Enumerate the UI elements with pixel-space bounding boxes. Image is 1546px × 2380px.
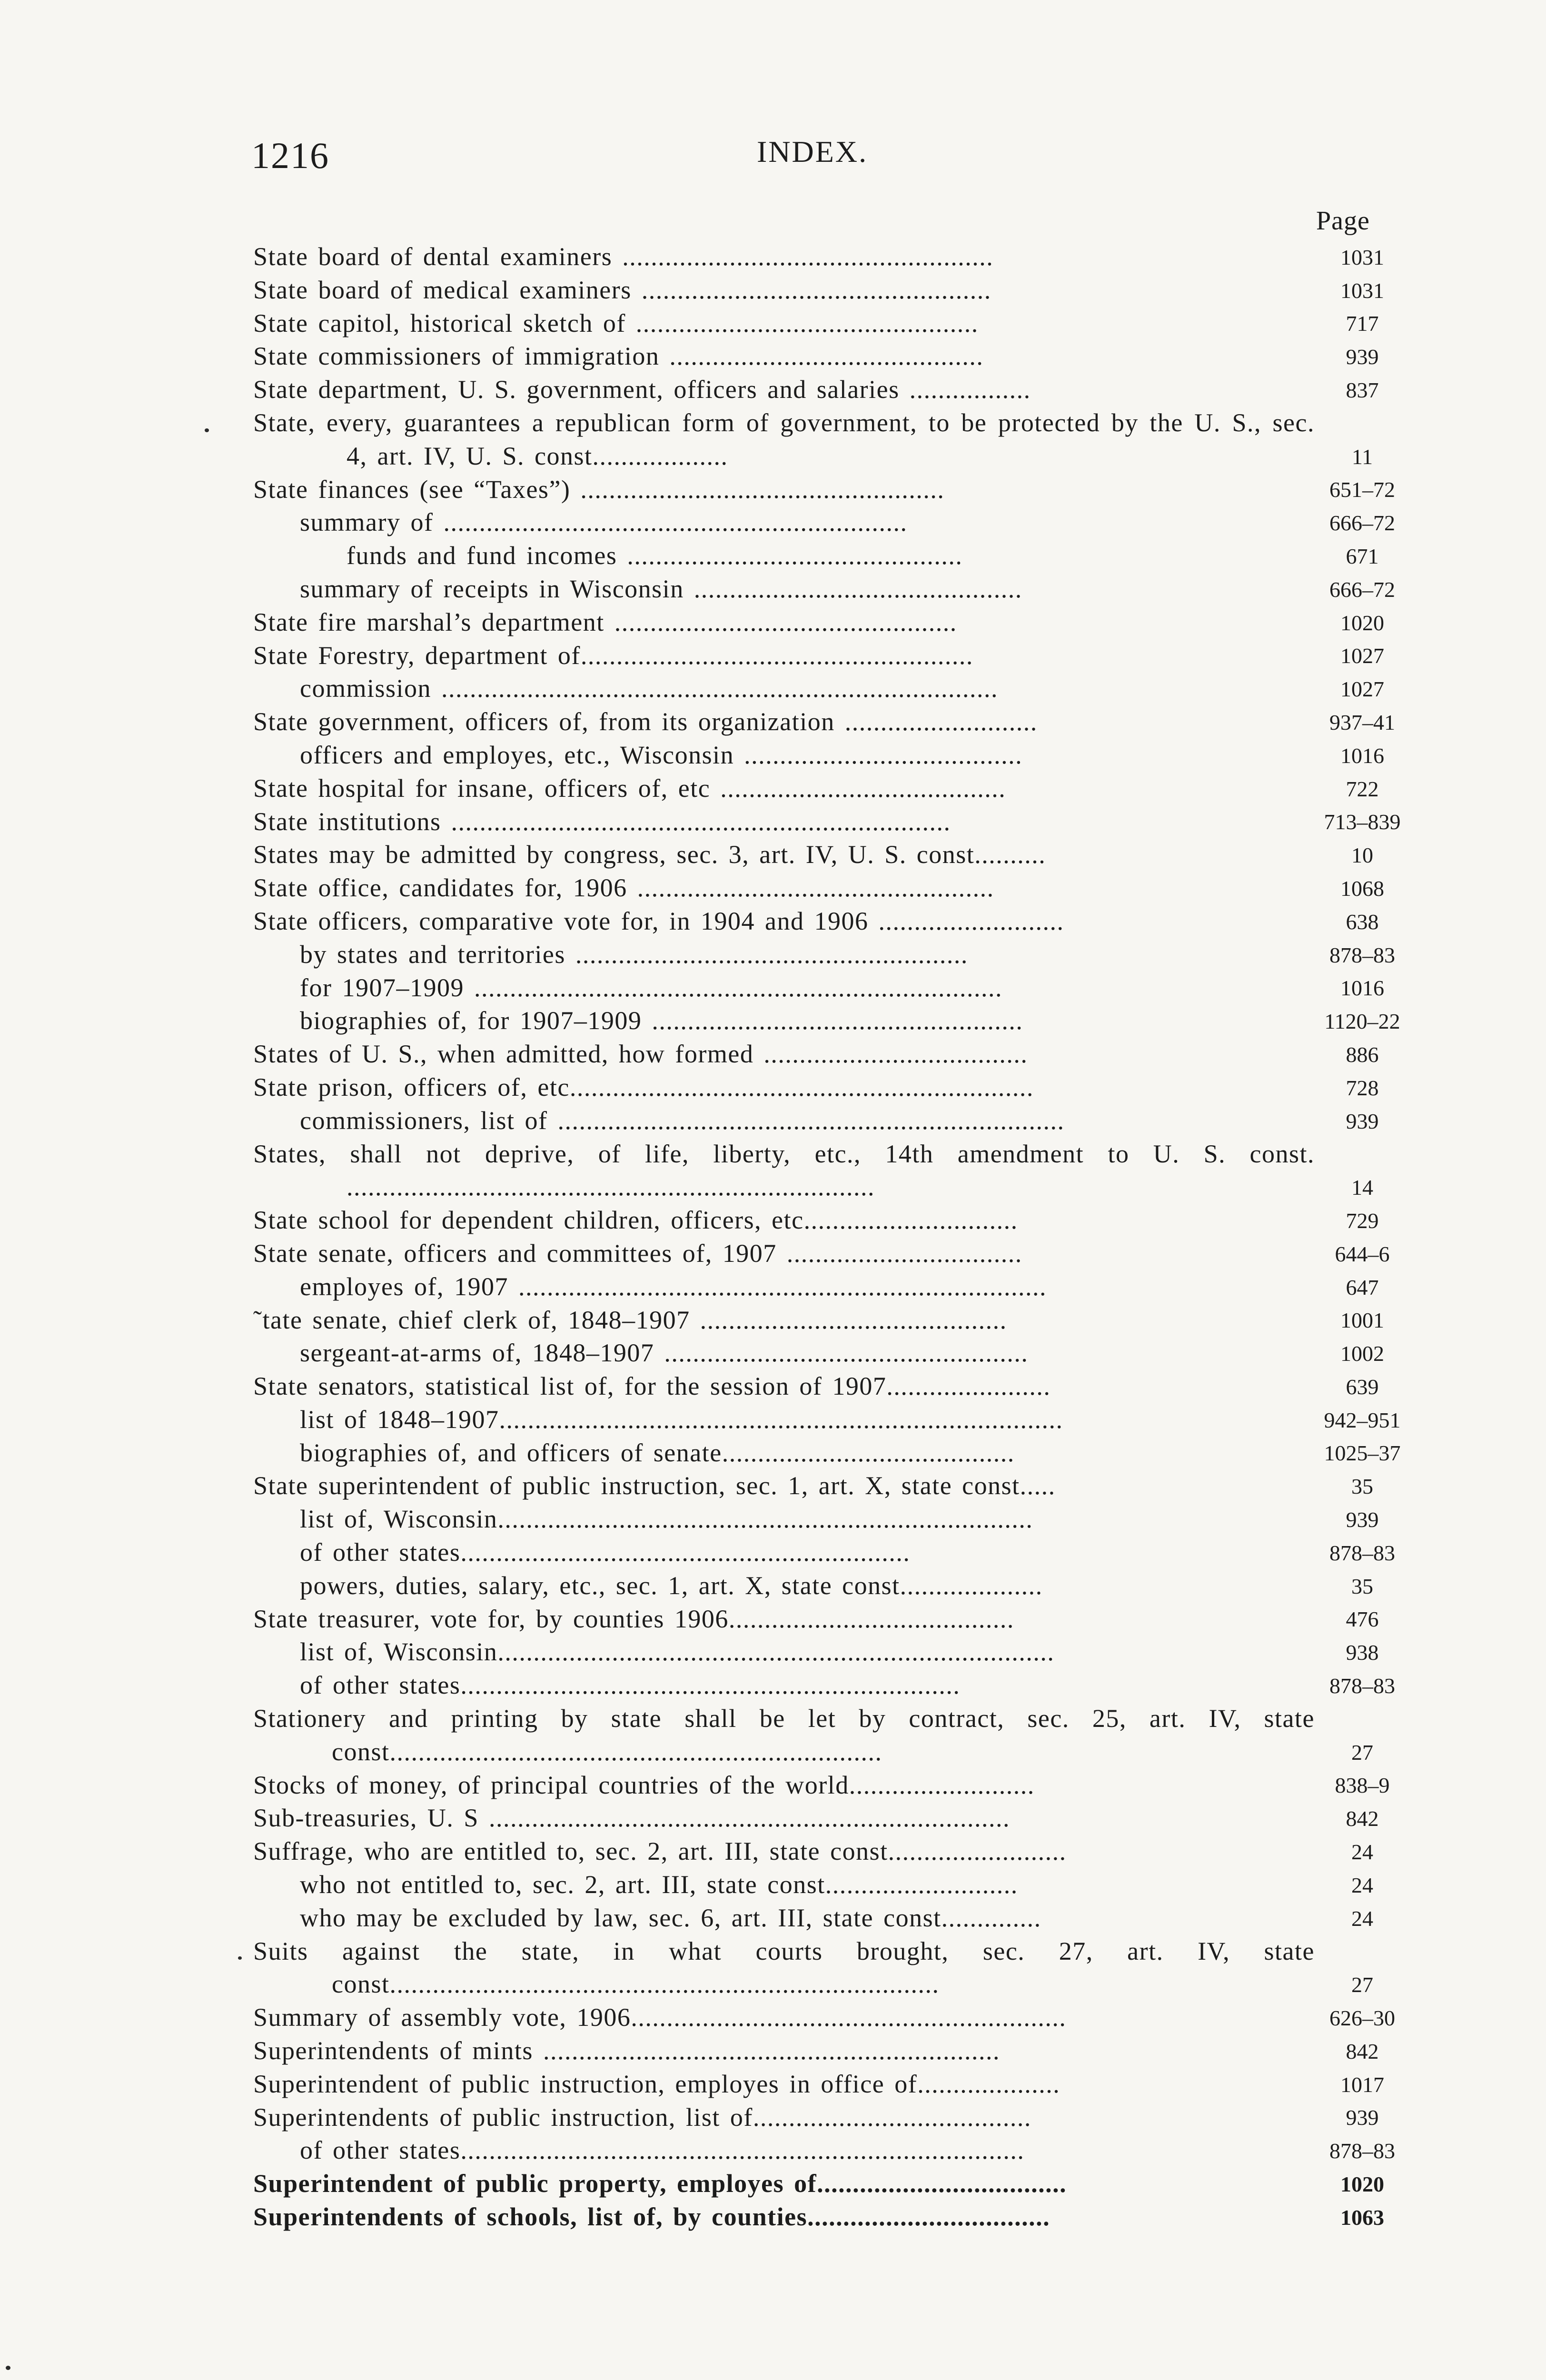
entry-text: State office, candidates for, 1906 .................................................. [253, 873, 994, 902]
index-entry [253, 872, 1410, 905]
entry-page-ref: 729 [1346, 1208, 1379, 1233]
entry-page-ref: 638 [1346, 909, 1379, 934]
entry-page-ref: 666–72 [1329, 511, 1395, 536]
entry-text: commissioners, list of ....................................................................... [300, 1106, 1065, 1135]
index-entry [253, 972, 1410, 1005]
entry-text: State, every, guarantees a republican form of government, to be protected by the U. S., sec. 4, art. IV, U. S. const................... [253, 408, 1315, 470]
index-entry [253, 1104, 1410, 1138]
entry-text: funds and fund incomes ............................................... [347, 541, 963, 570]
entry-page-ref: 24 [1351, 1873, 1373, 1897]
entry-text: who may be excluded by law, sec. 6, art. III, state const.............. [300, 1903, 1041, 1932]
entry-text: Superintendent of public instruction, employes in office of.................... [253, 2069, 1060, 2098]
entry-text: State prison, officers of, etc................................................................. [253, 1072, 1034, 1101]
entry-page-ref: 838–9 [1335, 1773, 1390, 1798]
entry-page-ref: 1027 [1340, 677, 1384, 702]
index-entry [253, 838, 1410, 872]
index-entry [253, 1536, 1410, 1569]
entry-text: by states and territories ....................................................... [300, 940, 968, 969]
index-entry [253, 1603, 1410, 1636]
entry-text: Sub-treasuries, U. S ......................................................................... [253, 1804, 1010, 1833]
entry-text: State superintendent of public instruction, sec. 1, art. X, state const..... [253, 1471, 1056, 1500]
entry-text: State Forestry, department of....................................................... [253, 641, 973, 670]
entry-text: State fire marshal’s department ................................................ [253, 607, 957, 636]
entry-page-ref: 1068 [1340, 876, 1384, 901]
entry-page-ref: 671 [1346, 544, 1379, 568]
entry-page-ref: 886 [1346, 1042, 1379, 1067]
index-entry [253, 1902, 1410, 1935]
entry-page-ref: 639 [1346, 1374, 1379, 1399]
page-number: 1216 [251, 135, 329, 176]
index-entry [253, 1370, 1410, 1403]
index-entry [253, 772, 1410, 805]
entry-text: Superintendent of public property, employes of................................... [253, 2169, 1067, 2198]
entry-page-ref: 1002 [1340, 1341, 1384, 1366]
entry-page-ref: 666–72 [1329, 577, 1395, 602]
index-entry [253, 1237, 1410, 1270]
entry-text: summary of receipts in Wisconsin .............................................. [300, 574, 1022, 603]
entry-text: Stocks of money, of principal countries of the world.......................... [253, 1770, 1035, 1799]
entry-page-ref: 842 [1346, 2039, 1379, 2063]
entry-page-ref: 939 [1346, 1109, 1379, 1133]
entry-text: who not entitled to, sec. 2, art. III, state const........................... [300, 1870, 1018, 1899]
entry-text: State institutions ...................................................................... [253, 807, 951, 836]
entry-page-ref: 35 [1351, 1474, 1373, 1499]
entry-text: State senate, officers and committees of, 1907 ................................. [253, 1239, 1022, 1268]
index-entry [253, 1304, 1410, 1337]
entry-text: sergeant-at-arms of, 1848–1907 ................................................... [300, 1339, 1029, 1368]
entry-page-ref: 1017 [1340, 2072, 1384, 2097]
index-entry [253, 938, 1410, 972]
entry-text: biographies of, and officers of senate......................................... [300, 1438, 1015, 1467]
entry-page-ref: 476 [1346, 1607, 1379, 1632]
entry-page-ref: 1031 [1340, 278, 1384, 303]
entry-text: of other states............................................................... [300, 1538, 911, 1567]
index-entry [253, 1138, 1410, 1204]
index-entry [253, 2201, 1410, 2234]
index-entry [253, 606, 1410, 639]
entry-page-ref: 942–951 [1324, 1408, 1401, 1432]
index-entry [253, 473, 1410, 506]
entry-page-ref: 842 [1346, 1806, 1379, 1831]
entry-text: State hospital for insane, officers of, etc ........................................ [253, 774, 1006, 803]
entry-page-ref: 878–83 [1329, 1674, 1395, 1698]
entry-text: commission .............................................................................. [300, 674, 999, 703]
print-speck [6, 2366, 10, 2370]
entry-page-ref: 1020 [1340, 2172, 1384, 2197]
entry-page-ref: 1031 [1340, 245, 1384, 269]
entry-text: list of 1848–1907............................................................................... [300, 1405, 1063, 1434]
entry-text: Summary of assembly vote, 1906............................................................. [253, 2003, 1067, 2032]
index-entry [253, 705, 1410, 739]
index-entry [253, 672, 1410, 705]
entry-page-ref: 27 [1351, 1740, 1373, 1765]
entry-text: powers, duties, salary, etc., sec. 1, art. X, state const.................... [300, 1571, 1043, 1600]
entry-text: list of, Wisconsin.............................................................................. [300, 1637, 1055, 1666]
index-entry [253, 905, 1410, 938]
index-entry [253, 1503, 1410, 1536]
index-entry [253, 1038, 1410, 1071]
index-entry [253, 2101, 1410, 2134]
entry-page-ref: 626–30 [1329, 2006, 1395, 2031]
index-entry [253, 506, 1410, 539]
index-entry [253, 2167, 1410, 2201]
entry-page-ref: 939 [1346, 1507, 1379, 1532]
entry-text: for 1907–1909 .......................................................................... [300, 973, 1002, 1002]
index-entry [253, 2068, 1410, 2101]
entry-page-ref: 939 [1346, 345, 1379, 369]
entry-page-ref: 938 [1346, 1640, 1379, 1665]
index-entry [253, 240, 1410, 274]
entry-page-ref: 1063 [1340, 2205, 1384, 2230]
index-entry [253, 1636, 1410, 1669]
index-entry [253, 1437, 1410, 1470]
entry-page-ref: 10 [1351, 843, 1373, 868]
index-entry [253, 373, 1410, 407]
entry-page-ref: 647 [1346, 1275, 1379, 1299]
entry-text: State officers, comparative vote for, in 1904 and 1906 .......................... [253, 906, 1064, 935]
entry-page-ref: 1027 [1340, 644, 1384, 668]
entry-page-ref: 1016 [1340, 976, 1384, 1001]
entry-page-ref: 1001 [1340, 1308, 1384, 1333]
entry-text: Stationery and printing by state shall be let by contract, sec. 25, art. IV, state const..................................................................... [253, 1704, 1315, 1766]
index-entry [253, 2134, 1410, 2167]
print-speck [238, 1956, 242, 1960]
print-speck [205, 428, 209, 432]
index-entry [253, 1802, 1410, 1835]
entry-page-ref: 1016 [1340, 743, 1384, 768]
entry-text: State capitol, historical sketch of ................................................ [253, 308, 979, 337]
entry-page-ref: 728 [1346, 1075, 1379, 1100]
entry-text: officers and employes, etc., Wisconsin ....................................... [300, 740, 1023, 769]
index-entry [253, 1337, 1410, 1370]
entry-text: of other states............................................................................... [300, 2136, 1025, 2165]
entry-page-ref: 713–839 [1324, 810, 1401, 834]
entry-text: Superintendents of mints ................................................................ [253, 2036, 1000, 2065]
entry-page-ref: 837 [1346, 377, 1379, 402]
index-entry [253, 307, 1410, 340]
index-entry [253, 639, 1410, 673]
entry-text: State commissioners of immigration ............................................ [253, 342, 984, 371]
entry-text: State school for dependent children, officers, etc.............................. [253, 1206, 1018, 1235]
index-entry [253, 805, 1410, 839]
entry-text: ˜tate senate, chief clerk of, 1848–1907 ........................................... [253, 1305, 1007, 1334]
entry-page-ref: 644–6 [1335, 1241, 1390, 1266]
entry-page-ref: 35 [1351, 1574, 1373, 1598]
index-entry [253, 573, 1410, 606]
entry-page-ref: 14 [1351, 1175, 1373, 1200]
entry-text: States may be admitted by congress, sec. 3, art. IV, U. S. const.......... [253, 840, 1046, 869]
entry-text: State board of medical examiners ................................................. [253, 275, 991, 304]
entry-text: summary of ................................................................. [300, 508, 908, 537]
index-entry [253, 1469, 1410, 1503]
index-entry [253, 539, 1410, 573]
entry-text: State department, U. S. government, officers and salaries ................. [253, 375, 1031, 404]
entry-page-ref: 717 [1346, 311, 1379, 336]
index-entry [253, 1769, 1410, 1802]
entry-text: Superintendents of public instruction, list of....................................... [253, 2102, 1031, 2132]
entry-text: States, shall not deprive, of life, liberty, etc., 14th amendment to U. S. const. .......................................................................... [253, 1139, 1315, 1201]
index-entry [253, 2034, 1410, 2068]
index-entry [253, 1204, 1410, 1237]
index-entry [253, 274, 1410, 307]
index-entry [253, 1835, 1410, 1868]
index-entry [253, 1071, 1410, 1104]
index-list [253, 240, 1410, 2234]
entry-text: State government, officers of, from its organization ........................... [253, 707, 1038, 736]
entry-page-ref: 651–72 [1329, 477, 1395, 502]
entry-text: of other states...................................................................... [300, 1671, 961, 1700]
index-entry [253, 1935, 1410, 2002]
entry-text: State board of dental examiners .................................................... [253, 242, 994, 271]
page-column-label: Page [1316, 206, 1370, 236]
index-entry [253, 1669, 1410, 1702]
entry-page-ref: 939 [1346, 2105, 1379, 2130]
entry-page-ref: 24 [1351, 1906, 1373, 1931]
index-entry [253, 340, 1410, 373]
entry-text: State treasurer, vote for, by counties 1906........................................ [253, 1604, 1014, 1633]
entry-text: States of U. S., when admitted, how formed ..................................... [253, 1040, 1028, 1069]
index-entry [253, 407, 1410, 473]
index-entry [253, 2001, 1410, 2034]
entry-text: State finances (see “Taxes”) ................................................... [253, 475, 945, 504]
entry-text: Suits against the state, in what courts brought, sec. 27, art. IV, state const............................................................................. [253, 1936, 1315, 1999]
entry-page-ref: 937–41 [1329, 710, 1395, 734]
index-entry [253, 1868, 1410, 1902]
entry-page-ref: 11 [1351, 444, 1373, 469]
entry-text: Superintendents of schools, list of, by counties.................................. [253, 2202, 1050, 2231]
entry-text: list of, Wisconsin........................................................................... [300, 1505, 1033, 1534]
index-entry [253, 1569, 1410, 1603]
index-entry [253, 1403, 1410, 1437]
entry-page-ref: 1020 [1340, 610, 1384, 635]
entry-page-ref: 878–83 [1329, 2139, 1395, 2163]
entry-text: State senators, statistical list of, for the session of 1907....................... [253, 1372, 1051, 1401]
running-head: INDEX. [757, 135, 868, 169]
entry-page-ref: 722 [1346, 776, 1379, 801]
entry-page-ref: 27 [1351, 1973, 1373, 1997]
entry-page-ref: 24 [1351, 1840, 1373, 1864]
index-entry [253, 1004, 1410, 1038]
entry-page-ref: 1120–22 [1324, 1009, 1400, 1034]
entry-page-ref: 1025–37 [1324, 1441, 1401, 1466]
entry-text: Suffrage, who are entitled to, sec. 2, art. III, state const......................... [253, 1837, 1067, 1866]
entry-page-ref: 878–83 [1329, 1540, 1395, 1565]
index-entry [253, 739, 1410, 772]
entry-page-ref: 878–83 [1329, 942, 1395, 967]
index-entry [253, 1270, 1410, 1304]
entry-text: biographies of, for 1907–1909 .................................................... [300, 1006, 1023, 1035]
entry-text: employes of, 1907 .......................................................................... [300, 1272, 1047, 1301]
index-entry [253, 1702, 1410, 1769]
